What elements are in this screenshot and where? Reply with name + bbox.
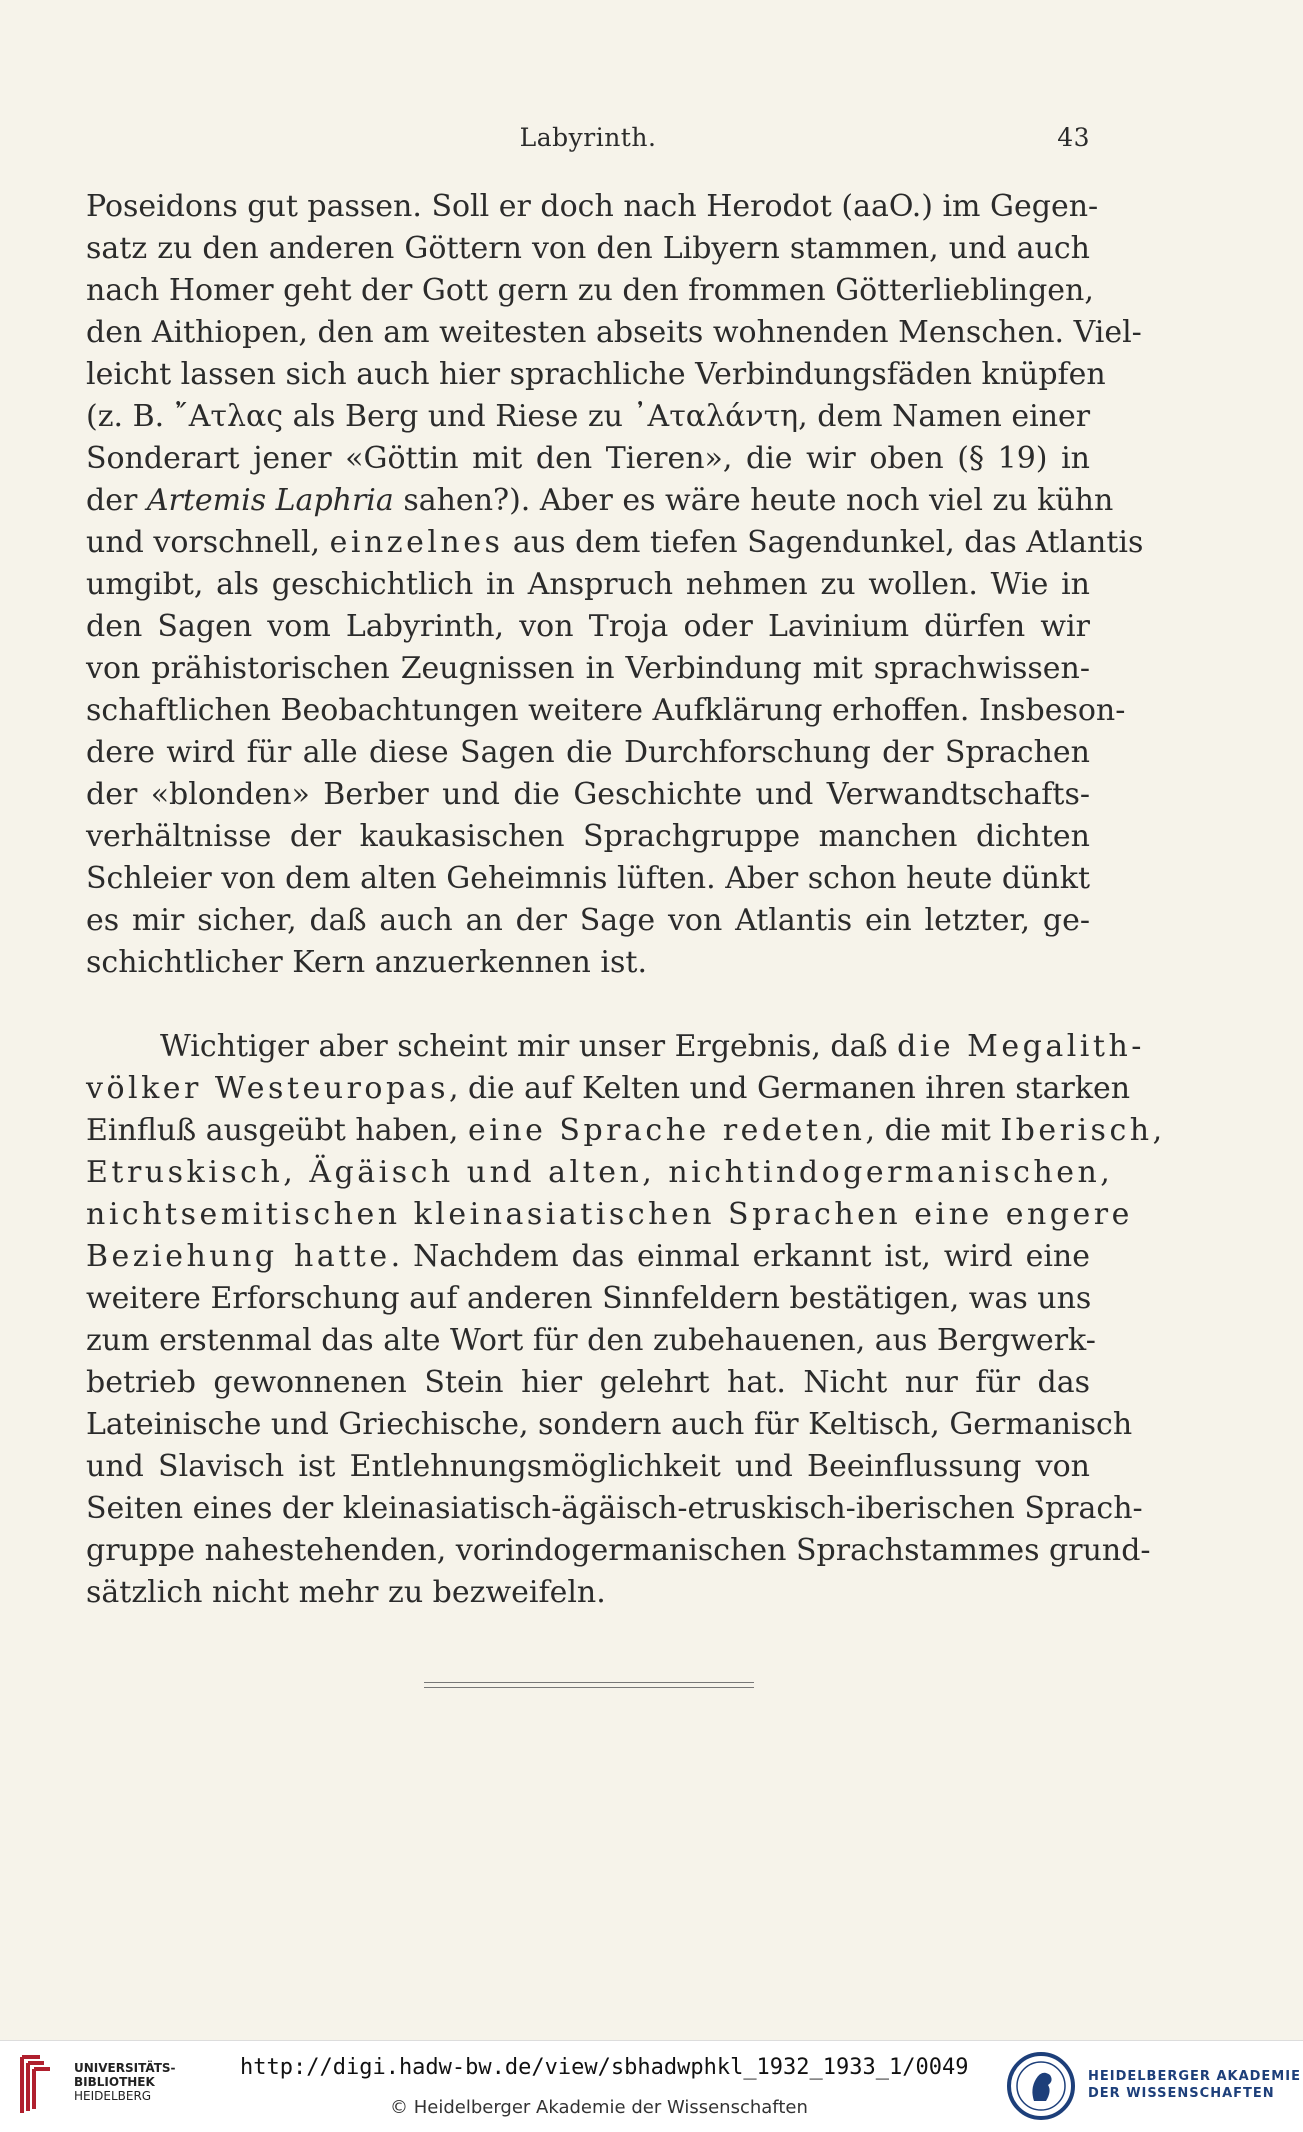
academy-name: HEIDELBERGER AKADEMIE DER WISSENSCHAFTEN <box>1088 2069 1301 2101</box>
library-name: UNIVERSITÄTS- BIBLIOTHEK HEIDELBERG <box>74 2061 176 2103</box>
ub-heidelberg-logo-icon <box>14 2053 58 2117</box>
text-line: satz zu den anderen Göttern von den Libyern stammen, und auch <box>86 231 1090 266</box>
text-line: Einfluß ausgeübt haben, eine Sprache redeten, die mit Iberisch, <box>86 1113 1166 1148</box>
text-line: der «blonden» Berber und die Geschichte und Verwandtschafts- <box>86 777 1090 812</box>
permalink-url[interactable]: http://digi.hadw-bw.de/view/sbhadwphkl_1932_1933_1/0049 <box>240 2055 969 2080</box>
text-line: (z. B. ῎Ατλας als Berg und Riese zu ᾿Αταλάντη, dem Namen einer <box>86 399 1091 434</box>
text-line: betrieb gewonnenen Stein hier gelehrt hat. Nicht nur für das <box>86 1365 1090 1400</box>
text-line: Etruskisch, Ägäisch und alten, nichtindogermanischen, <box>86 1155 1114 1190</box>
text-line: zum erstenmal das alte Wort für den zubehauenen, aus Bergwerk- <box>86 1323 1096 1358</box>
text-line: nach Homer geht der Gott gern zu den frommen Götterlieblingen, <box>86 273 1094 308</box>
text-line: Poseidons gut passen. Soll er doch nach Herodot (aaO.) im Gegen- <box>86 189 1099 224</box>
text-line: weitere Erforschung auf anderen Sinnfeldern bestätigen, was uns <box>86 1281 1092 1316</box>
copyright-notice: © Heidelberger Akademie der Wissenschaften <box>390 2097 808 2118</box>
text-line: leicht lassen sich auch hier sprachliche Verbindungsfäden knüpfen <box>86 357 1106 392</box>
text-line: Beziehung hatte. Nachdem das einmal erkannt ist, wird eine <box>86 1239 1091 1274</box>
text-line: schichtlicher Kern anzuerkennen ist. <box>86 945 647 980</box>
text-line: Sonderart jener «Göttin mit den Tieren», die wir oben (§ 19) in <box>86 441 1090 476</box>
text-line: Wichtiger aber scheint mir unser Ergebnis, daß die Megalith- <box>160 1029 1145 1064</box>
text-line: sätzlich nicht mehr zu bezweifeln. <box>86 1575 606 1610</box>
paragraph <box>86 186 1144 984</box>
emphasized-text: Beziehung hatte <box>86 1239 391 1274</box>
running-title: Labyrinth. <box>519 123 657 152</box>
emphasized-text: die Megalith- <box>897 1029 1145 1064</box>
text-line: es mir sicher, daß auch an der Sage von Atlantis ein letzter, ge- <box>86 903 1090 938</box>
running-header <box>86 123 1090 157</box>
emphasized-text: Iberisch, <box>1000 1113 1166 1148</box>
text-line: verhältnisse der kaukasischen Sprachgruppe manchen dichten <box>86 819 1090 854</box>
text-line: von prähistorischen Zeugnissen in Verbindung mit sprachwissen- <box>86 651 1090 686</box>
text-line: den Aithiopen, den am weitesten abseits wohnenden Menschen. Viel- <box>86 315 1142 350</box>
text-line: der Artemis Laphria sahen?). Aber es wäre heute noch viel zu kühn <box>86 483 1114 518</box>
text-line: nichtsemitischen kleinasiatischen Sprachen eine engere <box>86 1197 1133 1232</box>
academy-seal-icon <box>1006 2051 1076 2121</box>
page-number: 43 <box>1057 123 1090 152</box>
paragraph-gap <box>86 984 1090 1026</box>
end-rule <box>424 1682 754 1688</box>
text-line: Schleier von dem alten Geheimnis lüften. Aber schon heute dünkt <box>86 861 1090 896</box>
text-line: völker Westeuropas, die auf Kelten und Germanen ihren starken <box>86 1071 1131 1106</box>
body-text <box>86 186 1166 1614</box>
text-line: den Sagen vom Labyrinth, von Troja oder Lavinium dürfen wir <box>86 609 1090 644</box>
italic-title: Artemis Laphria <box>146 483 394 518</box>
paragraph <box>86 1026 1166 1614</box>
viewer-footer <box>0 2040 1303 2132</box>
text-line: umgibt, als geschichtlich in Anspruch nehmen zu wollen. Wie in <box>86 567 1090 602</box>
text-line: Seiten eines der kleinasiatisch-ägäisch-etruskisch-iberischen Sprach- <box>86 1491 1143 1526</box>
text-line: gruppe nahestehenden, vorindogermanischen Sprachstammes grund- <box>86 1533 1151 1568</box>
text-line: dere wird für alle diese Sagen die Durchforschung der Sprachen <box>86 735 1090 770</box>
emphasized-text: eine Sprache redeten <box>467 1113 866 1148</box>
emphasized-text: völker Westeuropas <box>86 1071 449 1106</box>
text-line: schaftlichen Beobachtungen weitere Aufklärung erhoffen. Insbeson- <box>86 693 1126 728</box>
text-line: und vorschnell, einzelnes aus dem tiefen Sagendunkel, das Atlantis <box>86 525 1144 560</box>
text-line: und Slavisch ist Entlehnungsmöglichkeit und Beeinflussung von <box>86 1449 1090 1484</box>
emphasized-text: einzelnes <box>329 525 504 560</box>
text-line: Lateinische und Griechische, sondern auch für Keltisch, Germanisch <box>86 1407 1133 1442</box>
